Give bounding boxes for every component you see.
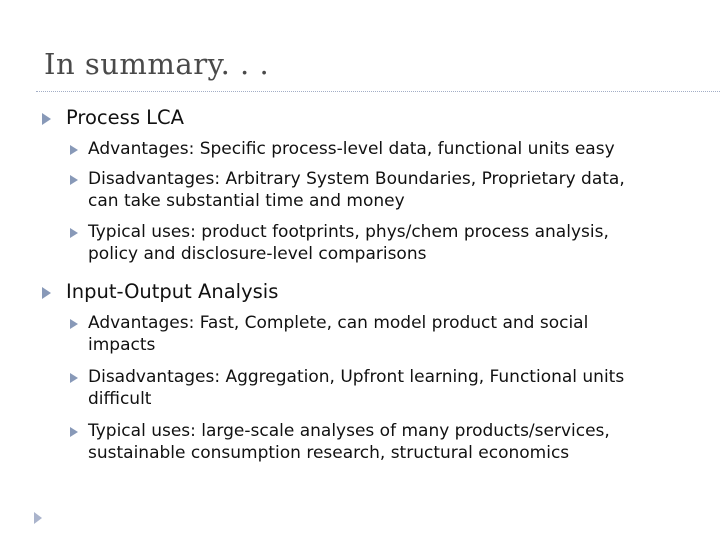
list-item — [88, 221, 609, 265]
section-heading-process-lca — [66, 105, 184, 131]
triangle-bullet-icon — [70, 145, 78, 155]
section-heading-text: Input-Output Analysis — [66, 280, 279, 303]
triangle-bullet-icon — [70, 319, 78, 329]
slide-title: In summary. . . — [44, 47, 270, 81]
list-item — [88, 312, 588, 356]
list-item-text: Advantages: Fast, Complete, can model product and social — [88, 313, 589, 333]
list-item-text: Disadvantages: Aggregation, Upfront learning, Functional units — [88, 367, 625, 387]
list-item-text-continued: sustainable consumption research, structural economics — [88, 443, 570, 463]
slide-corner-triangle-icon — [34, 512, 42, 524]
list-item — [88, 366, 624, 410]
list-item — [88, 168, 625, 212]
list-item-text-continued: difficult — [88, 389, 152, 409]
triangle-bullet-icon — [42, 287, 51, 299]
list-item-text: Disadvantages: Arbitrary System Boundaries, Proprietary data, — [88, 169, 625, 189]
list-item-text-continued: can take substantial time and money — [88, 191, 405, 211]
triangle-bullet-icon — [70, 373, 78, 383]
title-divider — [36, 91, 720, 92]
list-item — [88, 420, 610, 464]
triangle-bullet-icon — [70, 228, 78, 238]
list-item-text: Typical uses: product footprints, phys/chem process analysis, — [88, 222, 609, 242]
list-item-text: Advantages: Specific process-level data, functional units easy — [88, 139, 615, 159]
section-heading-text: Process LCA — [66, 106, 184, 129]
list-item-text: Typical uses: large-scale analyses of many products/services, — [88, 421, 610, 441]
triangle-bullet-icon — [42, 113, 51, 125]
list-item-text-continued: policy and disclosure-level comparisons — [88, 244, 427, 264]
list-item-text-continued: impacts — [88, 335, 156, 355]
triangle-bullet-icon — [70, 175, 78, 185]
section-heading-input-output — [66, 279, 278, 305]
list-item — [88, 138, 615, 160]
triangle-bullet-icon — [70, 427, 78, 437]
